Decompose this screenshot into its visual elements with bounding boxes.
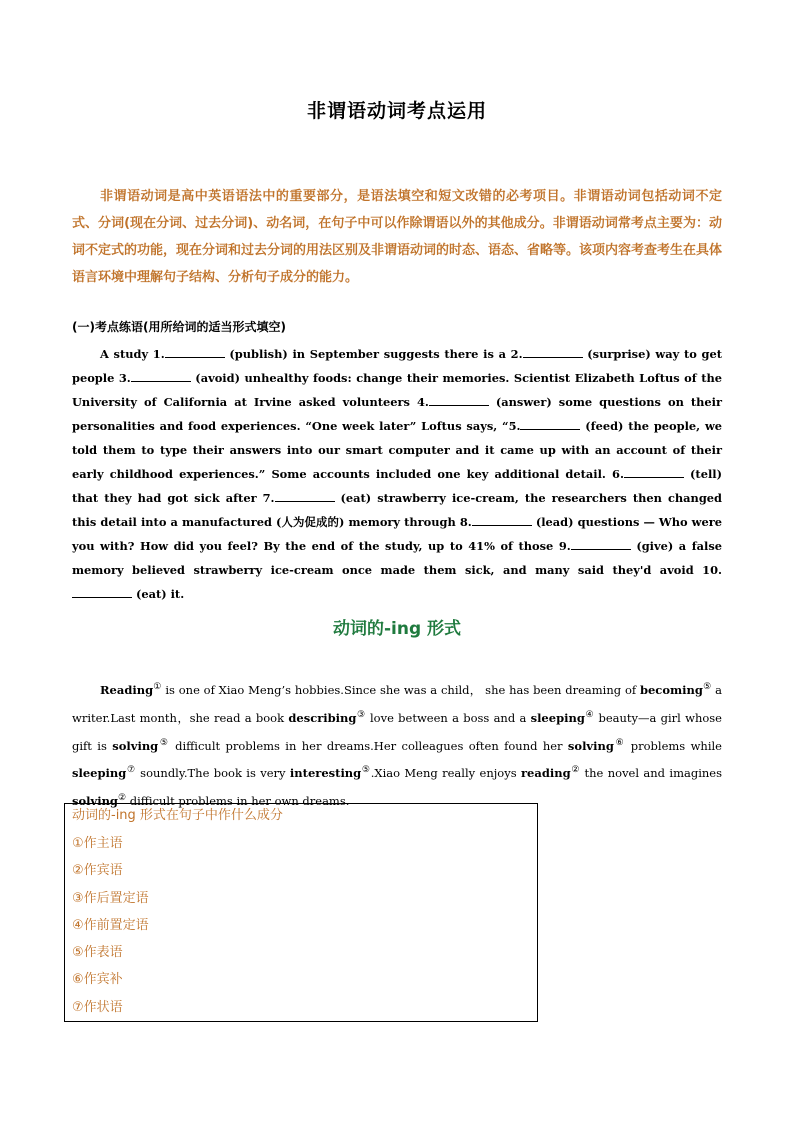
exercise-text: (lead) questions — Who were you with? How did you feel? By the end of the study, up to 41% of those 9. <box>72 515 722 553</box>
circled-number: ⑤ <box>361 765 371 776</box>
keyword: Reading <box>100 682 154 697</box>
list-item: ⑦作状语 <box>72 999 123 1015</box>
box-title: 动词的-ing 形式在句子中作什么成分 <box>72 808 283 823</box>
keyword: sleeping <box>72 766 127 781</box>
circled-number: ⑦ <box>126 765 136 776</box>
page-title: 非谓语动词考点运用 <box>306 100 487 122</box>
keyword: sleeping <box>530 710 585 725</box>
list-item: ②作宾语 <box>72 863 123 879</box>
keyword: describing <box>288 710 357 725</box>
exercise-text: (feed) the people, we told them to type their answers into our smart computer and it came up with an account of their early childhood experiences.” Some accounts included one key additional detail. 6. <box>72 419 723 481</box>
circled-number: ② <box>117 793 127 804</box>
exercise-text: (publish) in September suggests there is a 2. <box>224 347 523 361</box>
reading-text: beauty—a girl whose gift is <box>72 710 722 753</box>
circled-number: ⑥ <box>613 737 626 748</box>
reading-passage <box>72 675 722 814</box>
blank-3[interactable] <box>131 369 191 382</box>
keyword: solving <box>112 738 159 753</box>
section-title: 动词的-ing 形式 <box>332 619 462 639</box>
intro-paragraph: 非谓语动词是高中英语语法中的重要部分，是语法填空和短文改错的必考项目。非谓语动词包括动词不定式、分词(现在分词、过去分词)、动名词，在句子中可以作除谓语以外的其他成分。非谓语动词常考点主要为：动词不定式的功能，现在分词和过去分词的用法区别及非谓语动词的时态、语态、省略等。该项内容考查考生在具体语言环境中理解句子结构、分析句子成分的能力。 <box>72 189 723 285</box>
exercise-text: (eat) strawberry ice-cream, the researchers then changed this detail into a manufactured (人为促成的) memory through 8. <box>72 491 722 529</box>
blank-6[interactable] <box>624 465 684 478</box>
reading-text: difficult problems in her own dreams. <box>126 794 350 809</box>
blank-8[interactable] <box>472 513 532 526</box>
list-item: ⑤作表语 <box>72 945 123 961</box>
keyword: reading <box>521 766 571 781</box>
list-item: ④作前置定语 <box>72 917 149 933</box>
blank-10[interactable] <box>72 585 132 598</box>
circled-number: ② <box>570 765 581 776</box>
reading-text: is one of Xiao Meng’s hobbies.Since she was a child， she has been dreaming of <box>161 682 640 697</box>
exercise-text: (eat) it. <box>132 587 185 601</box>
blank-1[interactable] <box>165 345 225 358</box>
circled-number: ⑤ <box>158 737 170 748</box>
keyword: solving <box>72 794 118 809</box>
reading-text: love between a boss and a <box>365 710 531 725</box>
reading-text: difficult problems in her dreams.Her colleagues often found her <box>169 738 568 753</box>
exercise-text: A study 1. <box>100 347 165 361</box>
exercise-text: (tell) that they had got sick after 7. <box>72 467 722 505</box>
reading-text: a writer.Last month，she read a book <box>72 682 722 725</box>
exercise-text: (surprise) way to get people 3. <box>72 347 722 385</box>
blank-9[interactable] <box>571 537 631 550</box>
keyword: solving <box>567 738 614 753</box>
circled-number: ④ <box>584 709 595 720</box>
exercise-passage <box>72 342 722 606</box>
keyword: becoming <box>639 682 703 697</box>
reading-text: problems while <box>625 738 722 753</box>
reading-text: soundly.The book is very <box>135 766 290 781</box>
list-item: ③作后置定语 <box>72 890 149 906</box>
list-item: ①作主语 <box>72 836 123 851</box>
function-list-box <box>64 803 538 1022</box>
blank-4[interactable] <box>429 393 489 406</box>
exercise-heading: (一)考点练语(用所给词的适当形式填空) <box>72 320 286 334</box>
reading-text: the novel and imagines <box>580 766 723 781</box>
blank-7[interactable] <box>275 489 335 502</box>
keyword: interesting <box>289 766 362 781</box>
exercise-text: (avoid) unhealthy foods: change their memories. Scientist Elizabeth Loftus of the University of California at Irvine asked volunteers 4. <box>72 371 722 409</box>
exercise-text: (give) a false memory believed strawberry ice-cream once made them sick, and many said they'd avoid 10. <box>72 539 723 577</box>
reading-text: .Xiao Meng really enjoys <box>370 766 521 781</box>
blank-2[interactable] <box>523 345 583 358</box>
circled-number: ⑤ <box>702 682 712 692</box>
circled-number: ① <box>153 682 162 692</box>
blank-5[interactable] <box>520 417 580 430</box>
circled-number: ③ <box>356 709 366 720</box>
exercise-text: (answer) some questions on their personalities and food experiences. “One week later” Loftus says, “5. <box>72 395 722 433</box>
list-item: ⑥作宾补 <box>72 972 123 988</box>
